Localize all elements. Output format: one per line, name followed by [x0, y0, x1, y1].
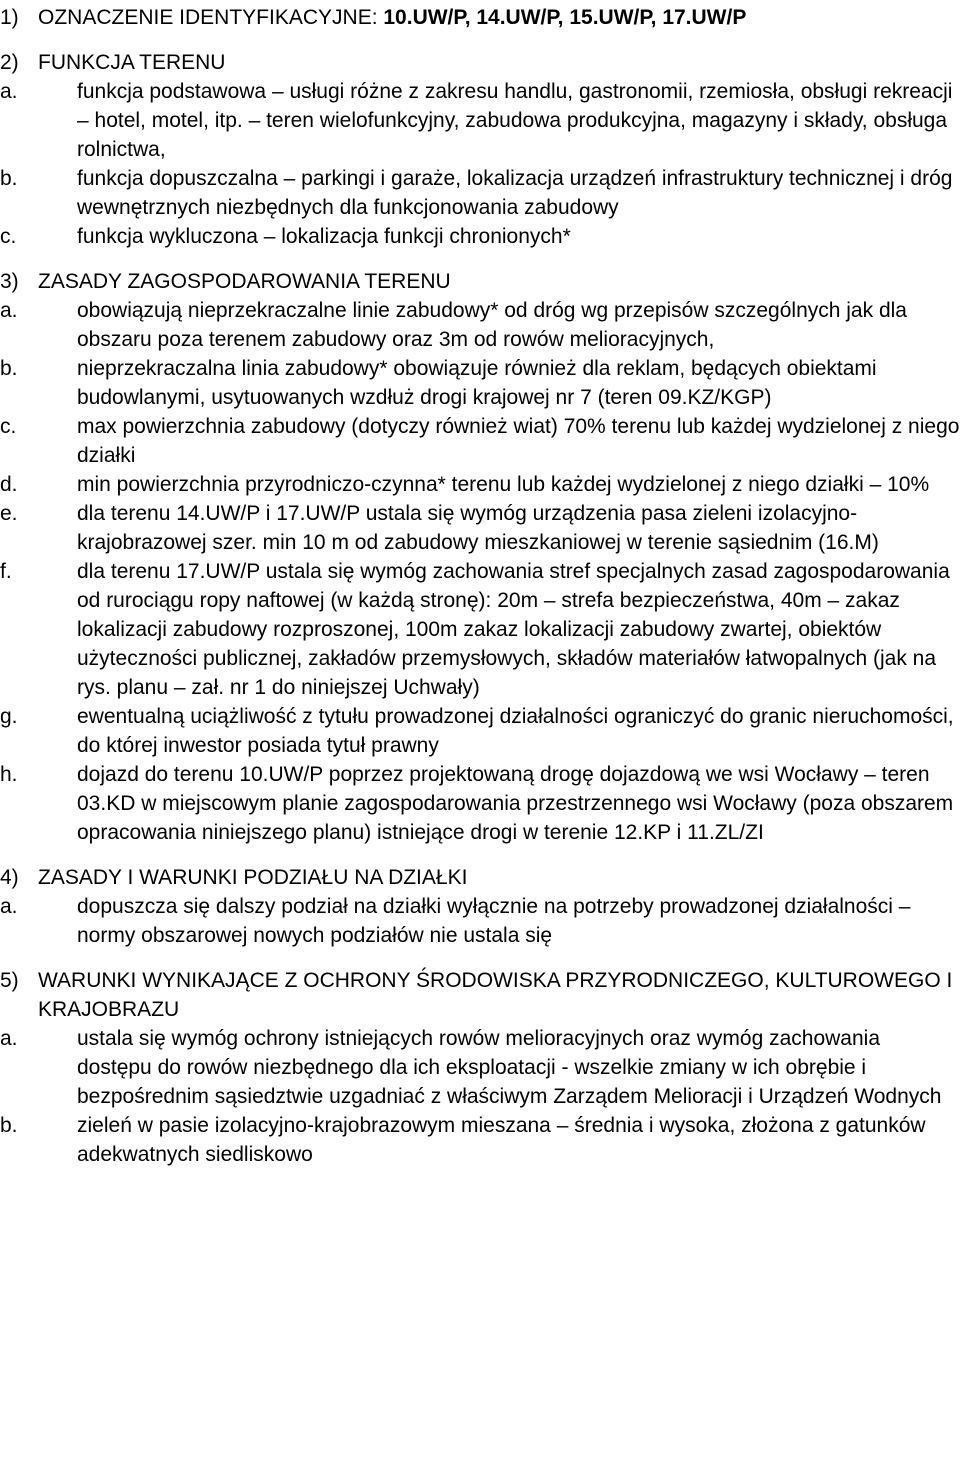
list-item	[0, 892, 960, 950]
list-item	[0, 1111, 960, 1169]
list-item	[0, 164, 960, 222]
section-1	[0, 3, 960, 32]
section-items	[0, 1024, 960, 1169]
section-2	[0, 48, 960, 251]
list-item-letter: b.	[0, 357, 18, 380]
list-item-letter: a.	[0, 299, 18, 322]
list-item-text: dopuszcza się dalszy podział na działki wyłącznie na potrzeby prowadzonej działalności – normy obszarowej nowych podziałów nie ustala się	[77, 895, 911, 947]
list-item	[0, 354, 960, 412]
section-heading	[38, 863, 960, 892]
list-item	[0, 222, 960, 251]
section-number: 3)	[0, 270, 19, 293]
section-heading-identifiers: 10.UW/P, 14.UW/P, 15.UW/P, 17.UW/P	[383, 6, 747, 29]
list-item-letter: c.	[0, 225, 17, 248]
list-item	[0, 702, 960, 760]
section-number: 2)	[0, 51, 19, 74]
list-item-letter: h.	[0, 763, 18, 786]
list-item-text: dla terenu 17.UW/P ustala się wymóg zachowania stref specjalnych zasad zagospodarowania od rurociągu ropy naftowej (w każdą stronę): 20m – strefa bezpieczeństwa, 40m – zakaz lokalizacji zabudowy rozproszonej, 100m zakaz lokalizacji zabudowy zwartej, obiektów użyteczności publicznej, zakładów przemysłowych, składów materiałów łatwopalnych (jak na rys. planu – zał. nr 1 do niniejszej Uchwały)	[77, 560, 950, 699]
section-number: 1)	[0, 6, 19, 29]
section-number: 4)	[0, 866, 19, 889]
section-5	[0, 966, 960, 1169]
list-item-text: zieleń w pasie izolacyjno-krajobrazowym mieszana – średnia i wysoka, złożona z gatunków adekwatnych siedliskowo	[77, 1114, 926, 1166]
list-item-text: ustala się wymóg ochrony istniejących rowów melioracyjnych oraz wymóg zachowania dostępu do rowów niezbędnego dla ich eksploatacji - wszelkie zmiany w ich obrębie i bezpośrednim sąsiedztwie uzgadniać z właściwym Zarządem Melioracji i Urządzeń Wodnych	[77, 1027, 942, 1108]
list-item-text: dla terenu 14.UW/P i 17.UW/P ustala się wymóg urządzenia pasa zieleni izolacyjno-krajobrazowej szer. min 10 m od zabudowy mieszkaniowej w terenie sąsiednim (16.M)	[77, 502, 879, 554]
list-item-text: max powierzchnia zabudowy (dotyczy również wiat) 70% terenu lub każdej wydzielonej z niego działki	[77, 415, 960, 467]
list-item-letter: d.	[0, 473, 18, 496]
section-4	[0, 863, 960, 950]
list-item	[0, 557, 960, 702]
list-item	[0, 1024, 960, 1111]
list-item-letter: a.	[0, 1027, 18, 1050]
list-item-letter: b.	[0, 167, 18, 190]
list-item	[0, 77, 960, 164]
section-heading-text: OZNACZENIE IDENTYFIKACYJNE:	[38, 6, 384, 29]
list-item-text: funkcja wykluczona – lokalizacja funkcji chronionych*	[77, 225, 571, 248]
list-item-text: obowiązują nieprzekraczalne linie zabudowy* od dróg wg przepisów szczególnych jak dla obszaru poza terenem zabudowy oraz 3m od rowów melioracyjnych,	[77, 299, 907, 351]
list-item-text: dojazd do terenu 10.UW/P poprzez projektowaną drogę dojazdową we wsi Wocławy – teren 03.KD w miejscowym planie zagospodarowania przestrzennego wsi Wocławy (poza obszarem opracowania niniejszego planu) istniejące drogi w terenie 12.KP i 11.ZL/ZI	[77, 763, 954, 844]
list-item	[0, 296, 960, 354]
list-item	[0, 470, 960, 499]
section-heading-text: FUNKCJA TERENU	[38, 51, 226, 74]
section-body	[0, 966, 960, 1169]
list-item-text: nieprzekraczalna linia zabudowy* obowiązuje również dla reklam, będących obiektami budowlanymi, usytuowanych wzdłuż drogi krajowej nr 7 (teren 09.KZ/KGP)	[77, 357, 877, 409]
section-heading	[38, 966, 960, 1024]
list-item-letter: c.	[0, 415, 17, 438]
list-item-text: ewentualną uciążliwość z tytułu prowadzonej działalności ograniczyć do granic nieruchomości, do której inwestor posiada tytuł prawny	[77, 705, 954, 757]
list-item-text: funkcja podstawowa – usługi różne z zakresu handlu, gastronomii, rzemiosła, obsługi rekreacji – hotel, motel, itp. – teren wielofunkcyjny, zabudowa produkcyjna, magazyny i składy, obsługa rolnictwa,	[77, 80, 953, 161]
list-item-letter: g.	[0, 705, 18, 728]
section-heading-text: WARUNKI WYNIKAJĄCE Z OCHRONY ŚRODOWISKA PRZYRODNICZEGO, KULTUROWEGO I KRAJOBRAZU	[38, 969, 953, 1021]
section-body	[38, 3, 960, 32]
section-heading	[38, 3, 960, 32]
section-items	[0, 77, 960, 251]
list-item-letter: e.	[0, 502, 18, 525]
list-item	[0, 499, 960, 557]
section-number: 5)	[0, 969, 19, 992]
list-item-text: funkcja dopuszczalna – parkingi i garaże, lokalizacja urządzeń infrastruktury technicznej i dróg wewnętrznych niezbędnych dla funkcjonowania zabudowy	[77, 167, 953, 219]
section-heading	[38, 48, 960, 77]
section-heading	[38, 267, 960, 296]
section-body	[0, 267, 960, 847]
list-item	[0, 412, 960, 470]
section-heading-text: ZASADY ZAGOSPODAROWANIA TERENU	[38, 270, 451, 293]
section-heading-text: ZASADY I WARUNKI PODZIAŁU NA DZIAŁKI	[38, 866, 468, 889]
list-item-letter: a.	[0, 80, 18, 103]
section-3	[0, 267, 960, 847]
list-item-text: min powierzchnia przyrodniczo-czynna* terenu lub każdej wydzielonej z niego działki – 10%	[77, 473, 930, 496]
section-body	[0, 48, 960, 251]
list-item-letter: f.	[0, 560, 12, 583]
section-items	[0, 892, 960, 950]
list-item	[0, 760, 960, 847]
list-item-letter: b.	[0, 1114, 18, 1137]
section-body	[0, 863, 960, 950]
section-items	[0, 296, 960, 847]
list-item-letter: a.	[0, 895, 18, 918]
